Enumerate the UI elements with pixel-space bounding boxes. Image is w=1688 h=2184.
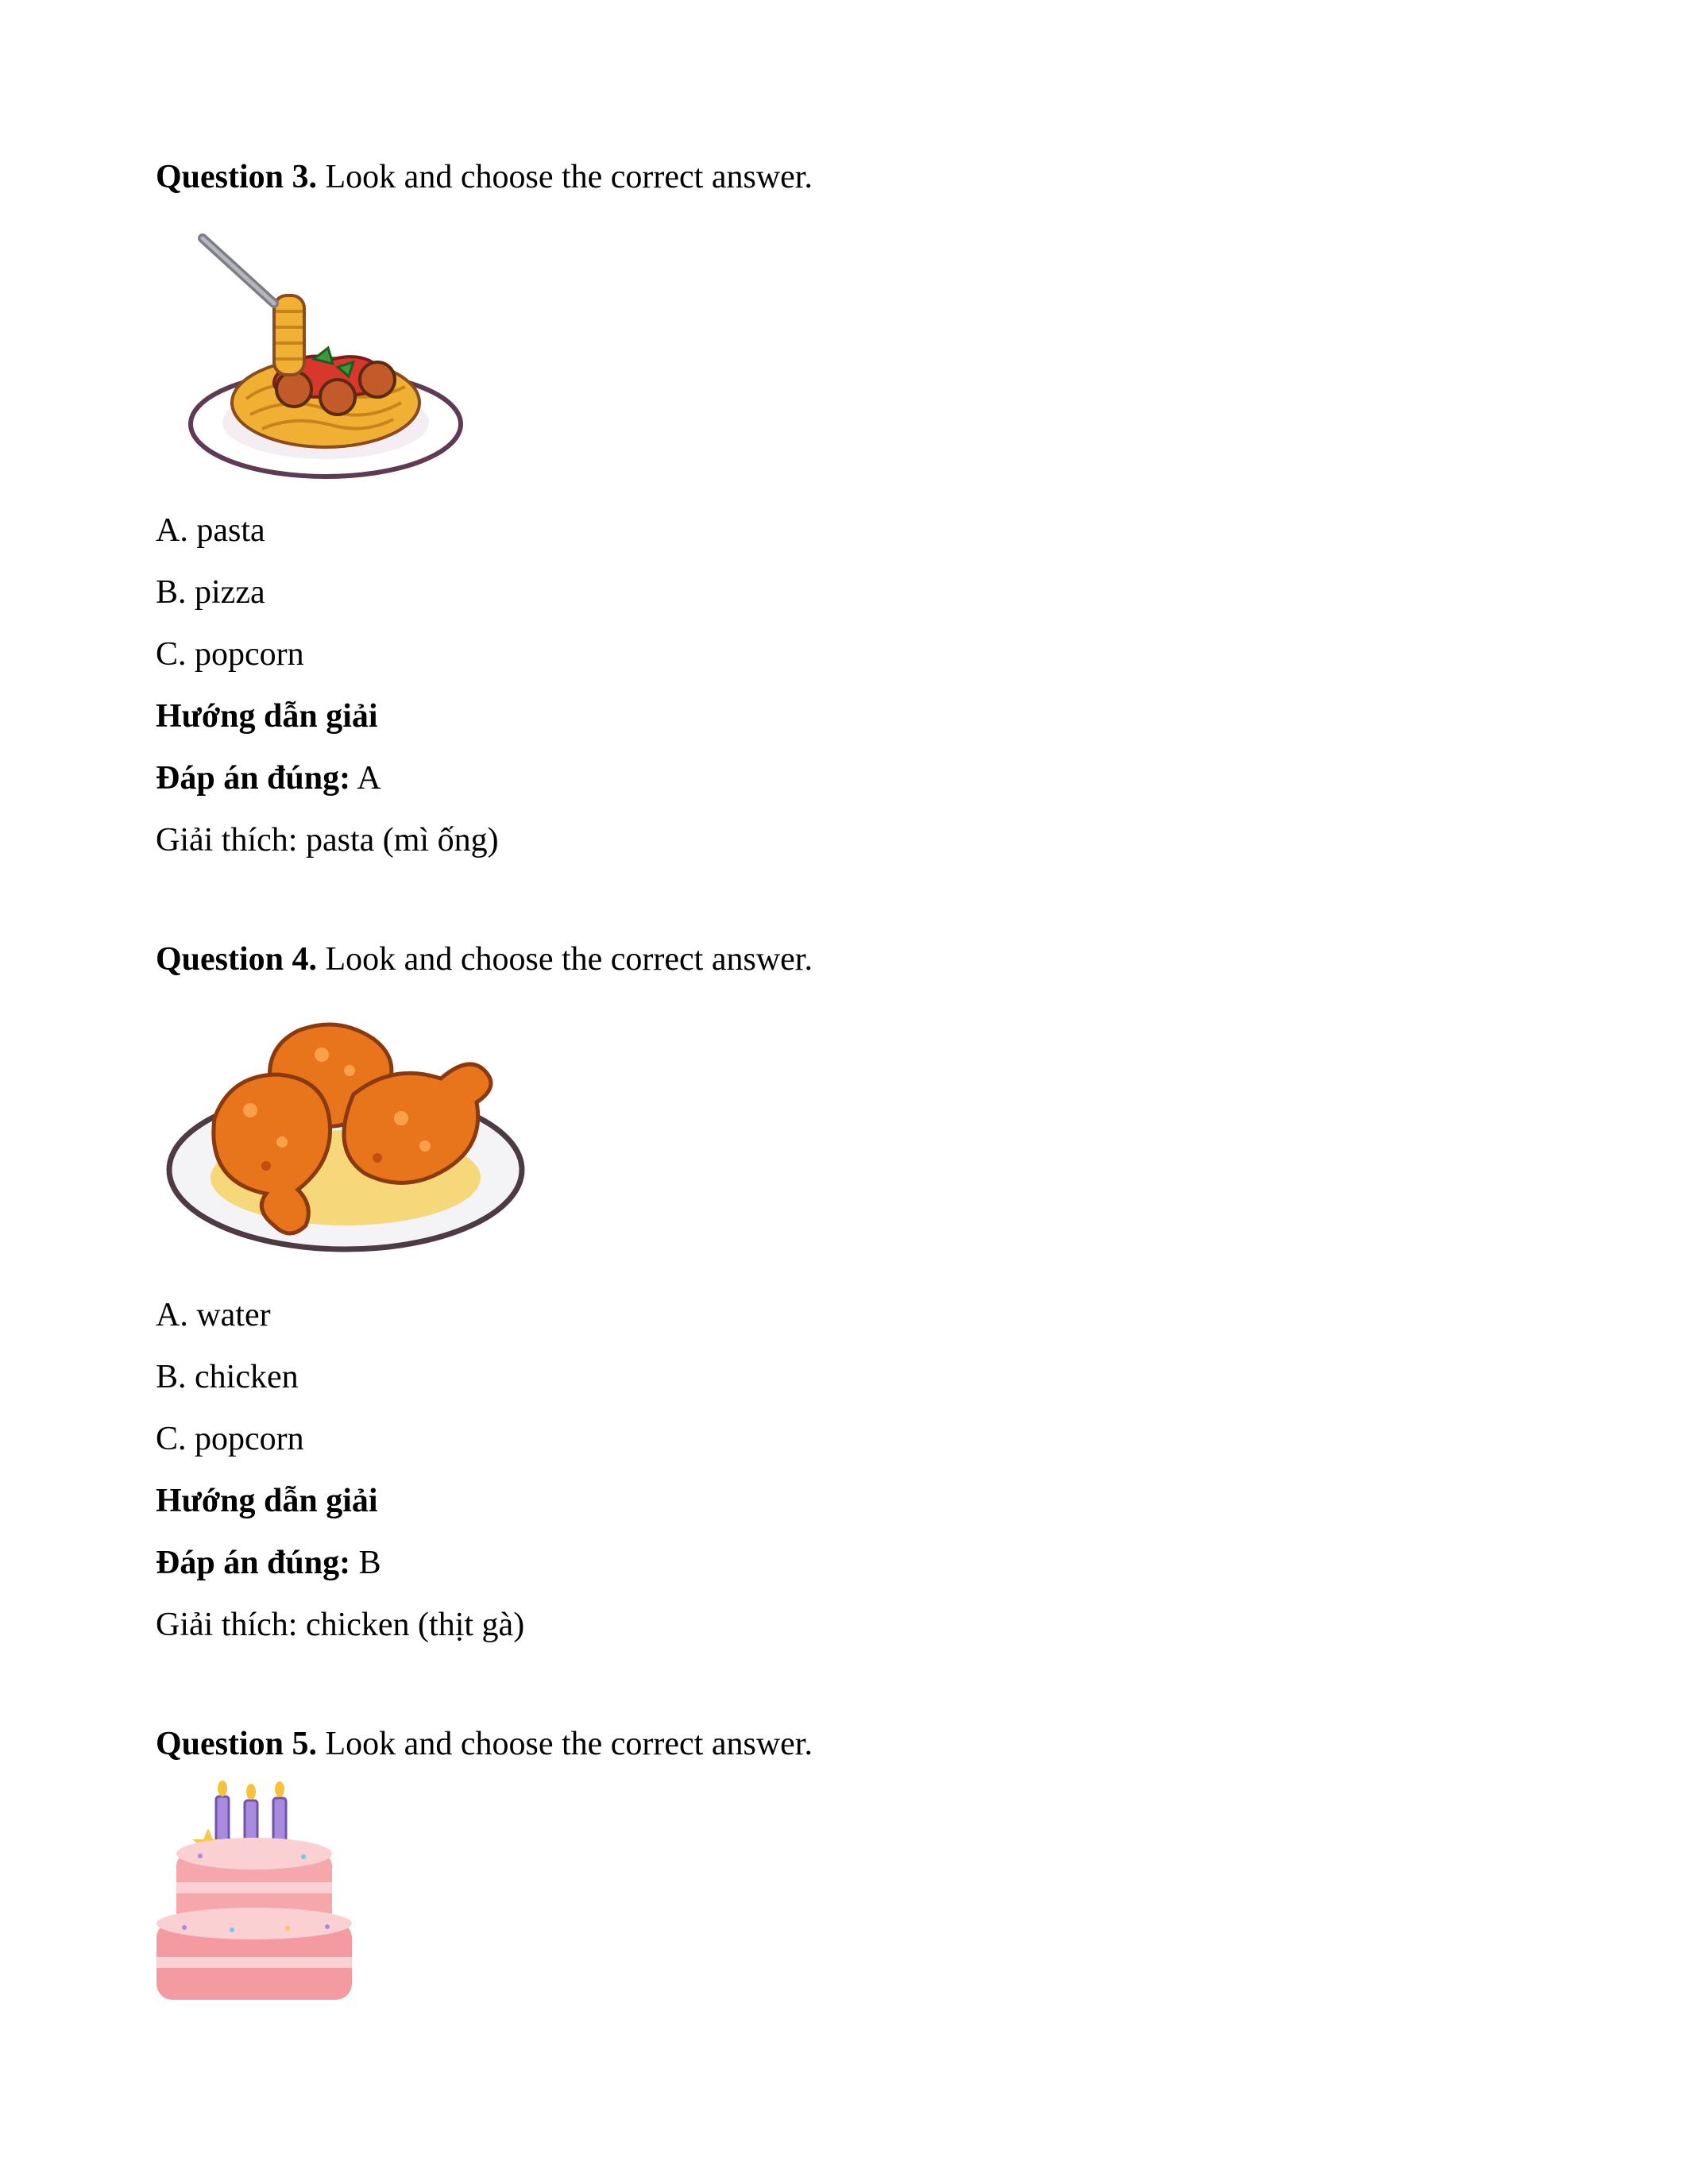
answer-line [156, 756, 381, 801]
question-prompt: Look and choose the correct answer. [325, 1726, 813, 1762]
option-c: C. popcorn [156, 1421, 304, 1457]
fried-chicken-plate-icon [163, 1007, 536, 1269]
explanation: Giải thích: pasta (mì ống) [156, 822, 499, 859]
answer-line [156, 1541, 381, 1585]
question-label: Question 5. [156, 1726, 318, 1762]
option-c: C. popcorn [156, 636, 304, 673]
question-prompt: Look and choose the correct answer. [325, 941, 813, 978]
explanation: Giải thích: chicken (thịt gà) [156, 1607, 525, 1643]
guide-heading: Hướng dẫn giải [156, 1483, 378, 1519]
option-a: A. pasta [156, 512, 265, 549]
question-prompt: Look and choose the correct answer. [325, 159, 813, 195]
option-a: A. water [156, 1297, 271, 1333]
question-label: Question 3. [156, 159, 318, 195]
spaghetti-plate-icon [187, 224, 473, 486]
option-b: B. chicken [156, 1359, 299, 1395]
answer-label: Đáp án đúng: [156, 1545, 351, 1581]
question-4-heading [156, 937, 813, 982]
birthday-cake-icon [153, 1781, 359, 2003]
option-b: B. pizza [156, 574, 265, 611]
answer-value: A [357, 760, 381, 797]
answer-label: Đáp án đúng: [156, 760, 351, 797]
question-label: Question 4. [156, 941, 318, 978]
question-3-heading [156, 155, 813, 199]
question-5-heading [156, 1722, 813, 1766]
answer-value: B [358, 1545, 381, 1581]
guide-heading: Hướng dẫn giải [156, 698, 378, 735]
